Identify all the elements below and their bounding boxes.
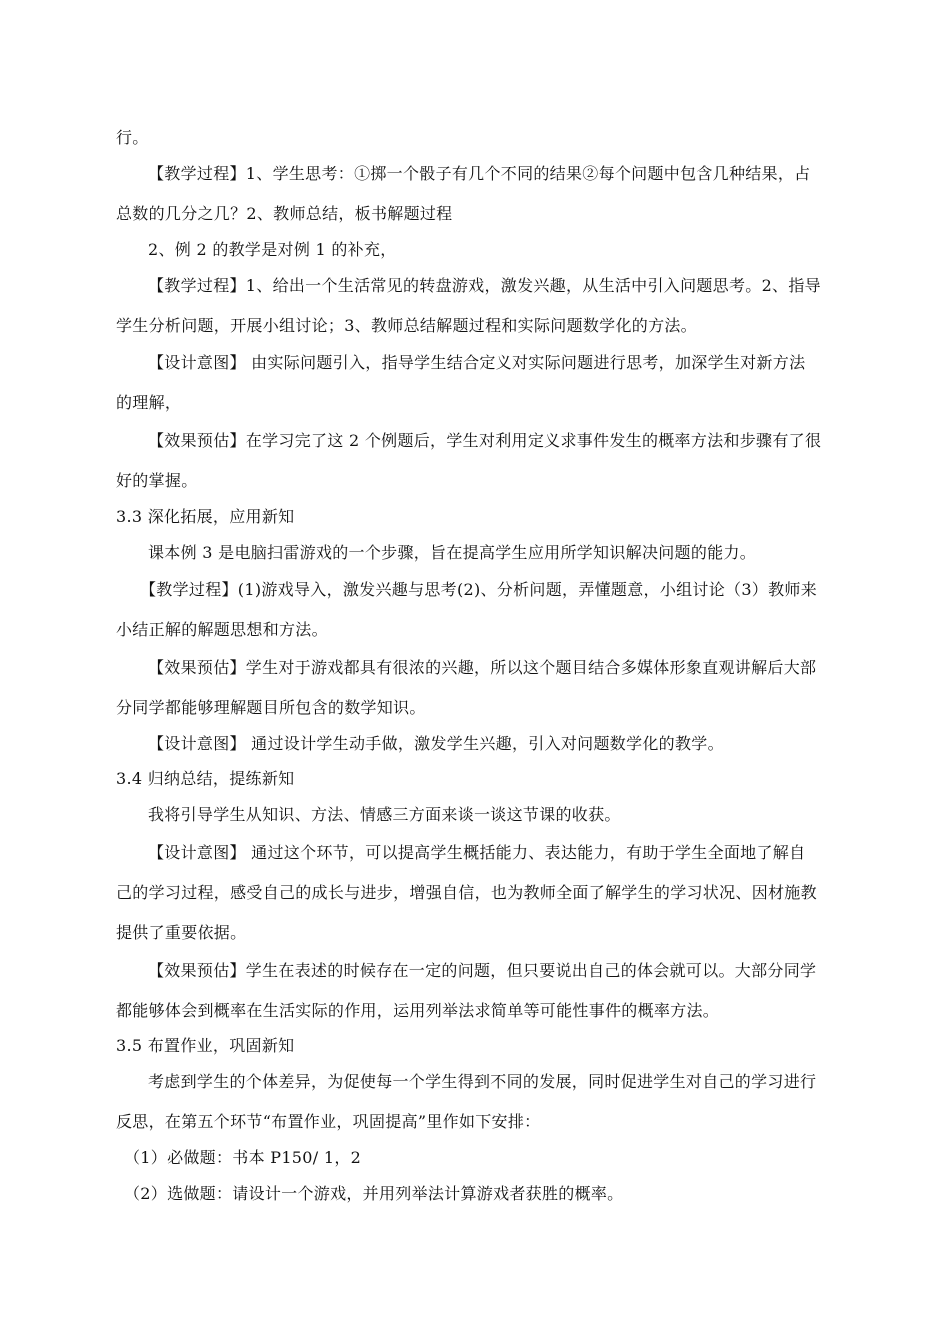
paragraph-line: 提供了重要依据。 bbox=[116, 923, 247, 942]
paragraph-line: 【教学过程】1、学生思考：①掷一个骰子有几个不同的结果②每个问题中包含几种结果，占 bbox=[148, 164, 811, 183]
paragraph-line: 【效果预估】学生对于游戏都具有很浓的兴趣，所以这个题目结合多媒体形象直观讲解后大部 bbox=[148, 658, 817, 677]
list-item: （1）必做题：书本 P150/ 1，2 bbox=[124, 1148, 362, 1167]
paragraph-line: 【效果预估】学生在表述的时候存在一定的问题，但只要说出自己的体会就可以。大部分同学 bbox=[148, 961, 817, 980]
paragraph-line: 考虑到学生的个体差异，为促使每一个学生得到不同的发展，同时促进学生对自己的学习进行 bbox=[148, 1072, 817, 1091]
paragraph-line: 都能够体会到概率在生活实际的作用，运用列举法求简单等可能性事件的概率方法。 bbox=[116, 1001, 720, 1020]
paragraph-line: 【设计意图】 通过设计学生动手做，激发学生兴趣，引入对问题数学化的教学。 bbox=[148, 734, 724, 753]
paragraph-line: 【教学过程】1、给出一个生活常见的转盘游戏，激发兴趣，从生活中引入问题思考。2、指导 bbox=[148, 276, 821, 295]
paragraph-line: 行。 bbox=[116, 128, 149, 147]
list-item: （2）选做题：请设计一个游戏，并用列举法计算游戏者获胜的概率。 bbox=[124, 1184, 624, 1203]
section-heading: 3.4 归纳总结，提练新知 bbox=[116, 769, 295, 788]
paragraph-line: 己的学习过程，感受自己的成长与进步，增强自信，也为教师全面了解学生的学习状况、因材施教 bbox=[116, 883, 817, 902]
paragraph-line: 学生分析问题，开展小组讨论；3、教师总结解题过程和实际问题数学化的方法。 bbox=[116, 316, 697, 335]
paragraph-line: 【设计意图】 通过这个环节，可以提高学生概括能力、表达能力，有助于学生全面地了解自 bbox=[148, 843, 806, 862]
paragraph-line: 小结正解的解题思想和方法。 bbox=[116, 620, 328, 639]
paragraph-line: 【教学过程】(1)游戏导入，激发兴趣与思考(2)、分析问题，弄懂题意，小组讨论（3）教师来 bbox=[140, 580, 818, 599]
paragraph-line: 2、例 2 的教学是对例 1 的补充， bbox=[148, 240, 397, 259]
paragraph-line: 课本例 3 是电脑扫雷游戏的一个步骤，旨在提高学生应用所学知识解决问题的能力。 bbox=[148, 543, 757, 562]
paragraph-line: 【效果预估】在学习完了这 2 个例题后，学生对利用定义求事件发生的概率方法和步骤有了很 bbox=[148, 431, 822, 450]
paragraph-line: 分同学都能够理解题目所包含的数学知识。 bbox=[116, 698, 426, 717]
paragraph-line: 我将引导学生从知识、方法、情感三方面来谈一谈这节课的收获。 bbox=[148, 805, 621, 824]
paragraph-line: 【设计意图】 由实际问题引入，指导学生结合定义对实际问题进行思考，加深学生对新方法 bbox=[148, 353, 806, 372]
section-heading: 3.5 布置作业，巩固新知 bbox=[116, 1036, 295, 1055]
paragraph-line: 的理解， bbox=[116, 393, 182, 412]
section-heading: 3.3 深化拓展，应用新知 bbox=[116, 507, 295, 526]
paragraph-line: 反思，在第五个环节“布置作业，巩固提高”里作如下安排： bbox=[116, 1112, 541, 1131]
paragraph-line: 总数的几分之几？2、教师总结，板书解题过程 bbox=[116, 204, 453, 223]
paragraph-line: 好的掌握。 bbox=[116, 471, 198, 490]
